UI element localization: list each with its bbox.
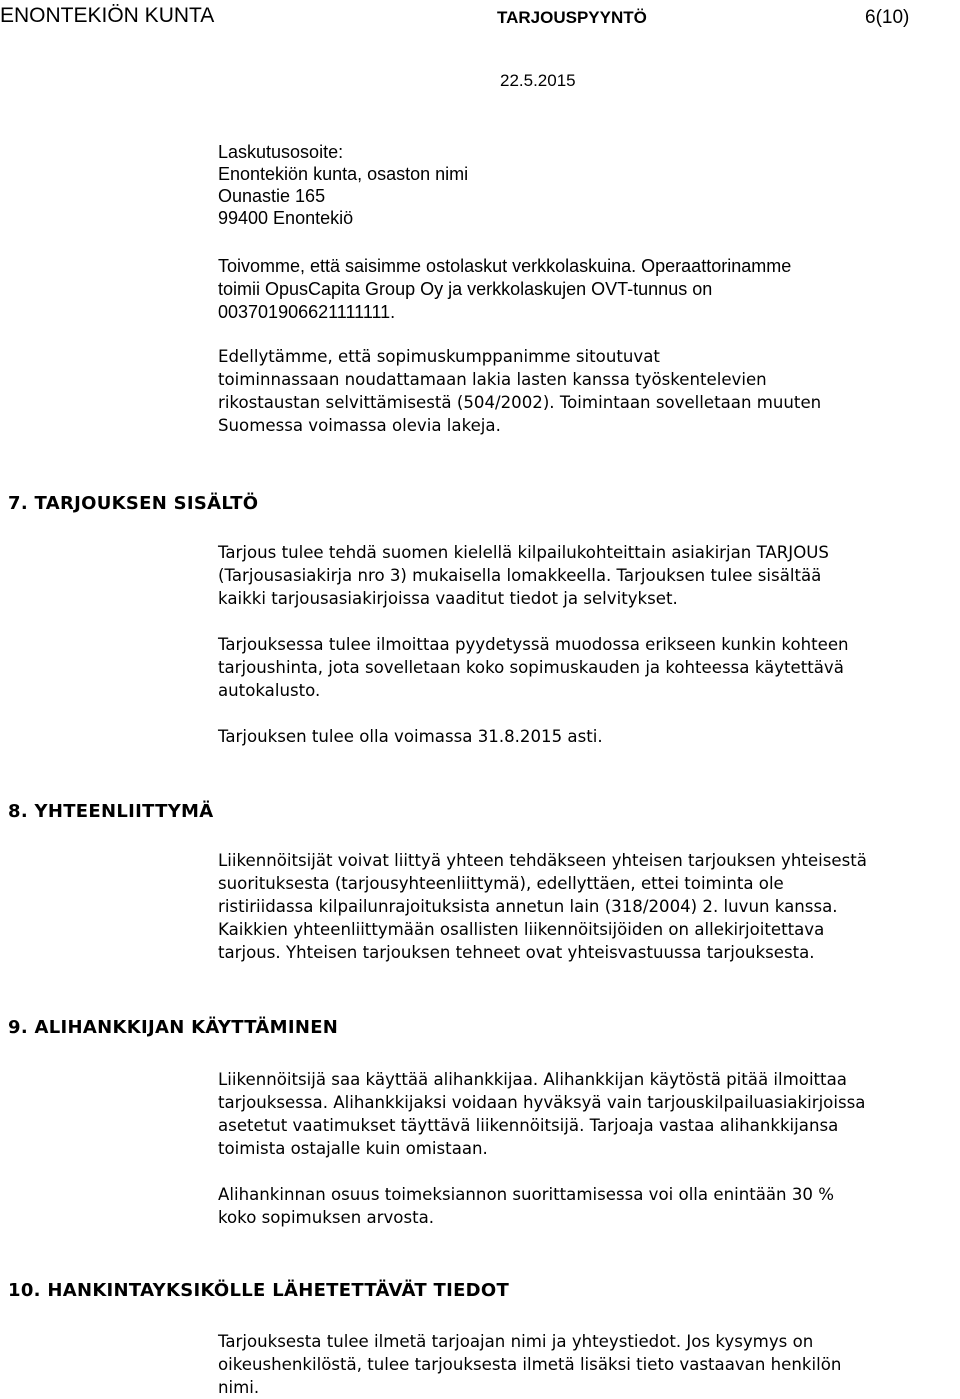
text-line: koko sopimuksen arvosta. [218,1208,435,1227]
document-type: TARJOUSPYYNTÖ [497,8,647,27]
text-line: suorituksesta (tarjousyhteenliittymä), edellyttäen, ettei toiminta ole [218,874,784,893]
billing-line: Laskutusosoite: [218,142,344,162]
text-line: Kaikkien yhteenliittymään osallisten liikennöitsijöiden on allekirjoitettava [218,920,825,939]
billing-line: Enontekiön kunta, osaston nimi [218,164,469,184]
organization-name: ENONTEKIÖN KUNTA [0,4,215,27]
text-line: rikostaustan selvittämisestä (504/2002). Toimintaan sovelletaan muuten [218,393,822,412]
einvoice-paragraph [218,255,791,324]
text-line: 003701906621111111. [218,302,396,322]
text-line: Edellytämme, että sopimuskumppanimme sitoutuvat [218,347,660,366]
text-line: toiminnassaan noudattamaan lakia lasten kanssa työskentelevien [218,370,767,389]
section-8-paragraph-1 [218,849,867,964]
billing-line: 99400 Enontekiö [218,208,354,228]
billing-line: Ounastie 165 [218,186,326,206]
text-line: tarjouksessa. Alihankkijaksi voidaan hyväksyä vain tarjouskilpailuasiakirjoissa [218,1093,866,1112]
requirements-paragraph [218,345,821,437]
section-7-paragraph-2 [218,633,849,702]
section-10-paragraph-1 [218,1330,841,1399]
text-line: Tarjous tulee tehdä suomen kielellä kilpailukohteittain asiakirjan TARJOUS [218,543,829,562]
text-line: kaikki tarjousasiakirjoissa vaaditut tiedot ja selvitykset. [218,589,678,608]
section-7-paragraph-1 [218,541,829,610]
text-line: Tarjouksesta tulee ilmetä tarjoajan nimi ja yhteystiedot. Jos kysymys on [218,1332,814,1351]
section-7-paragraph-3 [218,725,603,748]
text-line: Tarjouksen tulee olla voimassa 31.8.2015 asti. [218,727,603,746]
text-line: Alihankinnan osuus toimeksiannon suorittamisessa voi olla enintään 30 % [218,1185,835,1204]
text-line: tarjous. Yhteisen tarjouksen tehneet ovat yhteisvastuussa tarjouksesta. [218,943,815,962]
section-heading-8: 8. YHTEENLIITTYMÄ [8,801,214,822]
section-9-paragraph-1 [218,1068,865,1160]
text-line: Liikennöitsijä saa käyttää alihankkijaa. Alihankkijan käytöstä pitää ilmoittaa [218,1070,847,1089]
text-line: autokalusto. [218,681,321,700]
page-number: 6(10) [865,7,910,28]
section-heading-10: 10. HANKINTAYKSIKÖLLE LÄHETETTÄVÄT TIEDOT [8,1280,510,1301]
text-line: toimii OpusCapita Group Oy ja verkkolaskujen OVT-tunnus on [218,279,713,299]
document-date: 22.5.2015 [500,71,576,90]
text-line: Tarjouksessa tulee ilmoittaa pyydetyssä muodossa erikseen kunkin kohteen [218,635,849,654]
text-line: Liikennöitsijät voivat liittyä yhteen tehdäkseen yhteisen tarjouksen yhteisestä [218,851,867,870]
text-line: tarjoushinta, jota sovelletaan koko sopimuskauden ja kohteessa käytettävä [218,658,844,677]
section-heading-7: 7. TARJOUKSEN SISÄLTÖ [8,493,259,514]
text-line: asetetut vaatimukset täyttävä liikennöitsijä. Tarjoaja vastaa alihankkijansa [218,1116,839,1135]
text-line: ristiriidassa kilpailunrajoituksista annetun lain (318/2004) 2. luvun kanssa. [218,897,838,916]
text-line: (Tarjousasiakirja nro 3) mukaisella lomakkeella. Tarjouksen tulee sisältää [218,566,822,585]
section-9-paragraph-2 [218,1183,834,1229]
text-line: oikeushenkilöstä, tulee tarjouksesta ilmetä lisäksi tieto vastaavan henkilön [218,1355,842,1374]
text-line: Toivomme, että saisimme ostolaskut verkkolaskuina. Operaattorinamme [218,256,792,276]
text-line: toimista ostajalle kuin omistaan. [218,1139,488,1158]
billing-address [218,141,468,229]
section-heading-9: 9. ALIHANKKIJAN KÄYTTÄMINEN [8,1017,339,1038]
text-line: nimi. [218,1378,260,1397]
text-line: Suomessa voimassa olevia lakeja. [218,416,501,435]
